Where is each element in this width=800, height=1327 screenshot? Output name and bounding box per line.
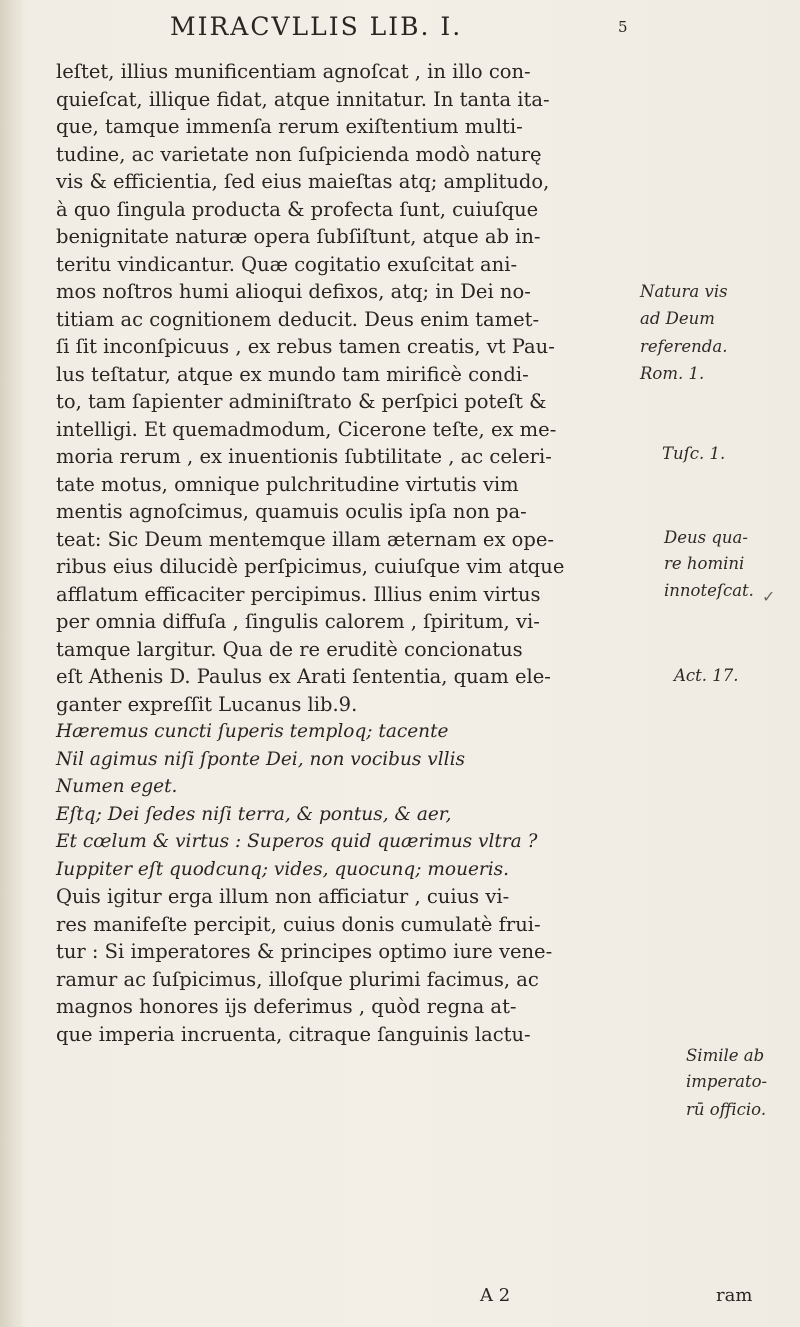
page-gutter-shadow (0, 0, 22, 1327)
text-line: intelligi. Et quemadmodum, Cicerone teſte, ex me- (56, 417, 557, 441)
text-line: tur : Si imperatores & principes optimo iure vene- (56, 940, 553, 963)
text-line: quieſcat, illique fidat, atque innitatur. In tanta ita- (56, 87, 550, 111)
margin-note: re homini (664, 554, 745, 573)
verse-line: Et cœlum & virtus : Superos quid quærimus vltra ? (56, 831, 538, 852)
verse-line: Hæremus cuncti ſuperis temploq; tacente (56, 721, 449, 742)
margin-note: Act. 17. (674, 666, 739, 685)
text-line: teritu vindicantur. Quæ cogitatio exuſcitat ani- (56, 252, 518, 276)
text-line: teat: Sic Deum mentemque illam æternam ex ope- (56, 527, 554, 551)
text-line: ſi ſit inconſpicuus , ex rebus tamen creatis, vt Pau- (56, 335, 555, 358)
text-line: afflatum efficaciter percipimus. Illius enim virtus (56, 582, 541, 606)
text-line: tamque largitur. Qua de re eruditè concionatus (56, 637, 523, 661)
text-line: tudine, ac varietate non ſuſpicienda modò naturę (56, 142, 542, 166)
margin-note: Tuſc. 1. (662, 444, 726, 463)
text-line: mos noſtros humi alioqui defixos, atq; in Dei no- (56, 280, 531, 303)
margin-note: Rom. 1. (640, 364, 705, 383)
text-line: vis & efficientia, ſed eius maieſtas atq; amplitudo, (56, 170, 550, 193)
margin-note: referenda. (640, 337, 728, 356)
margin-note: rū officio. (686, 1100, 767, 1119)
text-line: Quis igitur erga illum non afficiatur , cuius vi- (56, 885, 510, 908)
margin-note: Natura vis (640, 282, 728, 301)
stray-pen-mark: ✓ (762, 587, 776, 606)
text-line: eſt Athenis D. Paulus ex Arati ſententia, quam ele- (56, 665, 551, 688)
running-header (170, 12, 630, 52)
verse-line: Eſtq; Dei ſedes niſi terra, & pontus, & aer, (56, 803, 452, 825)
page-footer (480, 1285, 800, 1315)
text-line: mentis agnoſcimus, quamuis oculis ipſa non pa- (56, 500, 527, 523)
margin-note: innoteſcat. (664, 581, 754, 600)
text-line: à quo ſingula producta & profecta ſunt, cuiuſque (56, 197, 539, 221)
page-number: 5 (618, 18, 630, 36)
text-line: titiam ac cognitionem deducit. Deus enim tamet- (56, 307, 540, 331)
verse-line: Nil agimus niſi ſponte Dei, non vocibus vllis (56, 748, 466, 770)
verse-line: Numen eget. (56, 776, 178, 797)
text-line: benignitate naturæ opera ſubſiſtunt, atque ab in- (56, 225, 541, 248)
text-line: ribus eius dilucidè perſpicimus, cuiuſque vim atque (56, 555, 565, 578)
text-line: magnos honores ijs deferimus , quòd regna at- (56, 995, 517, 1018)
margin-note: Simile ab (686, 1046, 765, 1065)
text-line: leſtet, illius munificentiam agnoſcat , in illo con- (56, 60, 531, 83)
text-line: to, tam ſapienter adminiſtrato & perſpici poteſt & (56, 390, 547, 413)
text-line: res manifeſte percipit, cuius donis cumulatè frui- (56, 912, 541, 936)
text-line: ganter expreſſit Lucanus lib.9. (56, 692, 358, 716)
text-line: tate motus, omnique pulchritudine virtutis vim (56, 472, 519, 496)
verse-line: Iuppiter eſt quodcunq; vides, quocunq; moueris. (56, 858, 510, 880)
running-title: MIRACVLLIS LIB. I. (170, 12, 463, 41)
margin-note: ad Deum (640, 309, 715, 328)
text-line: moria rerum , ex inuentionis ſubtilitate , ac celeri- (56, 445, 552, 468)
margin-note: imperato- (686, 1072, 768, 1091)
margin-note: Deus qua- (664, 528, 748, 547)
text-line: lus teſtatur, atque ex mundo tam mirificè condi- (56, 362, 529, 386)
catchword: ram (716, 1285, 753, 1306)
main-text-block (56, 58, 656, 1048)
signature-mark: A 2 (480, 1285, 511, 1306)
text-line: que, tamque immenſa rerum exiſtentium multi- (56, 115, 523, 138)
text-line: per omnia diffuſa , ſingulis calorem , ſpiritum, vi- (56, 610, 540, 633)
text-line: ramur ac ſuſpicimus, illoſque plurimi facimus, ac (56, 967, 539, 991)
text-line: que imperia incruenta, citraque ſanguinis lactu- (56, 1022, 531, 1046)
